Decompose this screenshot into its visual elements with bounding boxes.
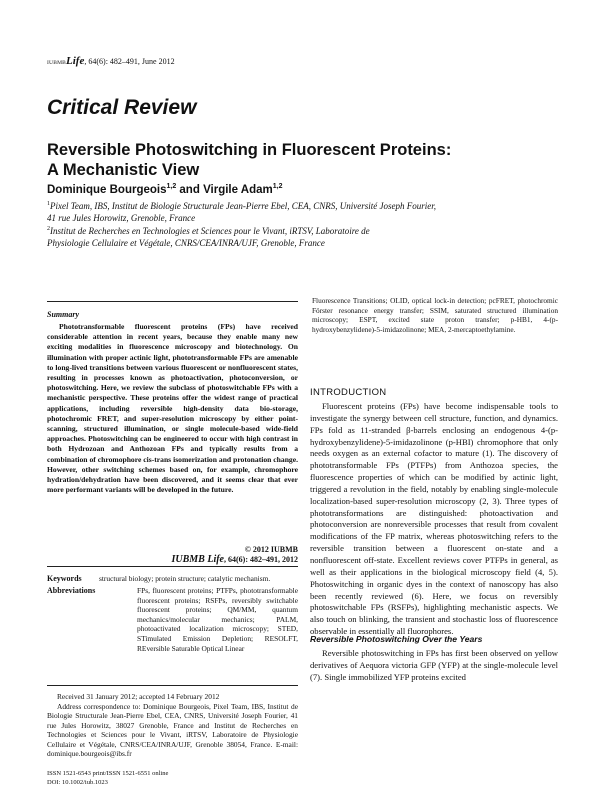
received-block <box>47 692 298 759</box>
journal-prefix: IUBMB <box>47 60 67 66</box>
affil-2-line-2: Physiologie Cellulaire et Végétale, CNRS/CEA/INRA/UJF, Grenoble, France <box>47 238 325 248</box>
received-dates: Received 31 January 2012; accepted 14 February 2012 <box>57 692 220 701</box>
article-title <box>47 140 487 180</box>
abbreviations-row <box>47 586 298 653</box>
received-rule <box>47 685 298 686</box>
foot-journal: IUBMB Life <box>171 554 224 565</box>
affiliation-1 <box>47 198 527 224</box>
affil-2-sup: 2 <box>47 226 50 232</box>
foot-citation: , 64(6): 482–491, 2012 <box>224 555 298 564</box>
abbreviations-continued: Fluorescence Transitions; OLID, optical lock-in detection; pcFRET, photochromic Förster resonance energy transfer; SSIM, saturated structured illumination microscopy; ESPT, excited state proton transfer; p-HB1, 4-(p-hydroxybenzylidene)-5-imidazolinone; MEA, 2-mercaptoethylamine. <box>312 296 558 335</box>
issn-block <box>47 770 168 787</box>
author-1: Dominique Bourgeois <box>47 183 167 196</box>
copyright: © 2012 IUBMB <box>244 545 298 554</box>
summary-bottom-rule <box>47 566 298 567</box>
summary-foot <box>47 545 298 565</box>
summary-text: Phototransformable fluorescent proteins (FPs) have received considerable attention in recent years, because they enable many new exciting modalities in fluorescence microscopy and biotechnology. On illumination with proper actinic light, phototransformable FPs are amenable to long-lived transitions between various fluorescent or nonfluorescent states, resulting in processes known as photoactivation, photoconversion, or photoswitching. Here, we review the subclass of photoswitchable FPs with a mechanistic perspective. These proteins offer the widest range of practical applications, including reversible high-density data bio-storage, photochromic FRET, and super-resolution microscopy by either point-scanning, structured illumination, or single molecule-based wide-field approaches. Photoswitching can be engineered to occur with high contrast in both Hydrozoan and Anthozoan FPs and typically results from a combination of chromophore cis-trans isomerization and protonation change. However, other switching schemes based on, for example, chromophore hydration/dehydration have been discovered, and it seems clear that ever more performant variants will be developed in the future. <box>47 322 298 495</box>
doi-line: DOI: 10.1002/iub.1023 <box>47 778 108 786</box>
keywords-row <box>47 574 298 584</box>
journal-citation: , 64(6): 482–491, June 2012 <box>84 57 175 66</box>
section-label: Critical Review <box>47 96 197 119</box>
introduction-heading: INTRODUCTION <box>310 387 387 398</box>
affil-1-line-2: 41 rue Jules Horowitz, Grenoble, France <box>47 213 196 223</box>
summary-top-rule <box>47 301 298 302</box>
affil-2-line-1: Institut de Recherches en Technologies et Sciences pour le Vivant, iRTSV, Laboratoire de <box>50 226 370 236</box>
intro-paragraph-2: Reversible photoswitching in FPs has first been observed on yellow derivatives of Aequora victoria GFP (YFP) at the single-molecule level (7). Single immobilized YFP proteins excited <box>310 648 558 682</box>
keywords-label: Keywords <box>47 574 82 583</box>
introduction-body <box>310 401 558 638</box>
title-line-1: Reversible Photoswitching in Fluorescent Proteins: <box>47 141 452 159</box>
abbreviations-label: Abbreviations <box>47 586 96 595</box>
journal-name: Life <box>66 55 85 67</box>
author-2: Virgile Adam <box>203 183 273 196</box>
author-2-sup: 1,2 <box>272 183 283 190</box>
keywords-text: structural biology; protein structure; catalytic mechanism. <box>99 574 271 583</box>
affil-1-sup: 1 <box>47 201 50 207</box>
authors <box>47 183 282 196</box>
summary-heading: Summary <box>47 310 80 319</box>
author-1-sup: 1,2 <box>166 183 177 190</box>
issn-line: ISSN 1521-6543 print/ISSN 1521-6551 online <box>47 770 169 777</box>
subsection-body <box>310 648 558 684</box>
subsection-heading: Reversible Photoswitching Over the Years <box>310 634 483 644</box>
author-join: and <box>176 183 204 196</box>
affiliation-2 <box>47 223 527 249</box>
title-line-2: A Mechanistic View <box>47 161 200 179</box>
correspondence: Address correspondence to: Dominique Bourgeois, Pixel Team, IBS, Institut de Biologie Structurale Jean-Pierre Ebel, CEA, CNRS, Université Joseph Fourier, 41 rue Jules Horowitz, 38027 Grenoble, France and Institut de Recherches en Technologies et Sciences pour le Vivant, iRTSV, Laboratoire de Physiologie Cellulaire et Végétale, CNRS/CEA/INRA/UJF, Grenoble 38054, France. E-mail: dominique.bourgeois@ibs.fr <box>47 701 298 758</box>
intro-paragraph-1: Fluorescent proteins (FPs) have become indispensable tools to investigate the synergy between cell structure, function, and dynamics. FPs fold as 11-stranded β-barrels enclosing an endogenous 4-(p-hydroxybenzylidene)-5-imidazolinone (p-HBI) chromophore that only needs oxygen as an external cofactor to mature (1). The discovery of phototransformable FPs (PTFPs) from Anthozoa species, the fluorescence properties of which can be modified by actinic light, triggered a revolution in the field, notably by enabling single-molecule localization-based super-resolution microscopy (2, 3). Three types of phototransformations are distinguished: photoactivation and photoconversion are nonreversible processes that result from covalent modifications of the FP matrix, whereas photoswitching refers to the reversible transition between a fluorescent on-state and a nonfluorescent off-state. Excellent reviews cover PTFPs in general, as well as their applications in the biological microscopy field (4, 5). Photoswitching in organic dyes in the context of nanoscopy has also been recently reviewed (6). Here, we focus on reversibly photoswitchable FPs (RSFPs), highlighting mechanistic aspects. We also touch on blinking, the transient and stochastic loss of fluorescence observable in essentially all fluorophores. <box>310 401 558 637</box>
running-head <box>47 55 175 67</box>
abbreviations-text: FPs, fluorescent proteins; PTFPs, phototransformable fluorescent proteins; RSFPs, reversibly switchable fluorescent proteins; QM/MM, quantum mechanics/molecular mechanics; PALM, photoactivated localization microscopy; STED, STimulated Emission Depletion; RESOLFT, REversible Saturable Optical Linear <box>137 586 298 653</box>
affil-1-line-1: Pixel Team, IBS, Institut de Biologie Structurale Jean-Pierre Ebel, CEA, CNRS, Université Joseph Fourier, <box>50 201 437 211</box>
